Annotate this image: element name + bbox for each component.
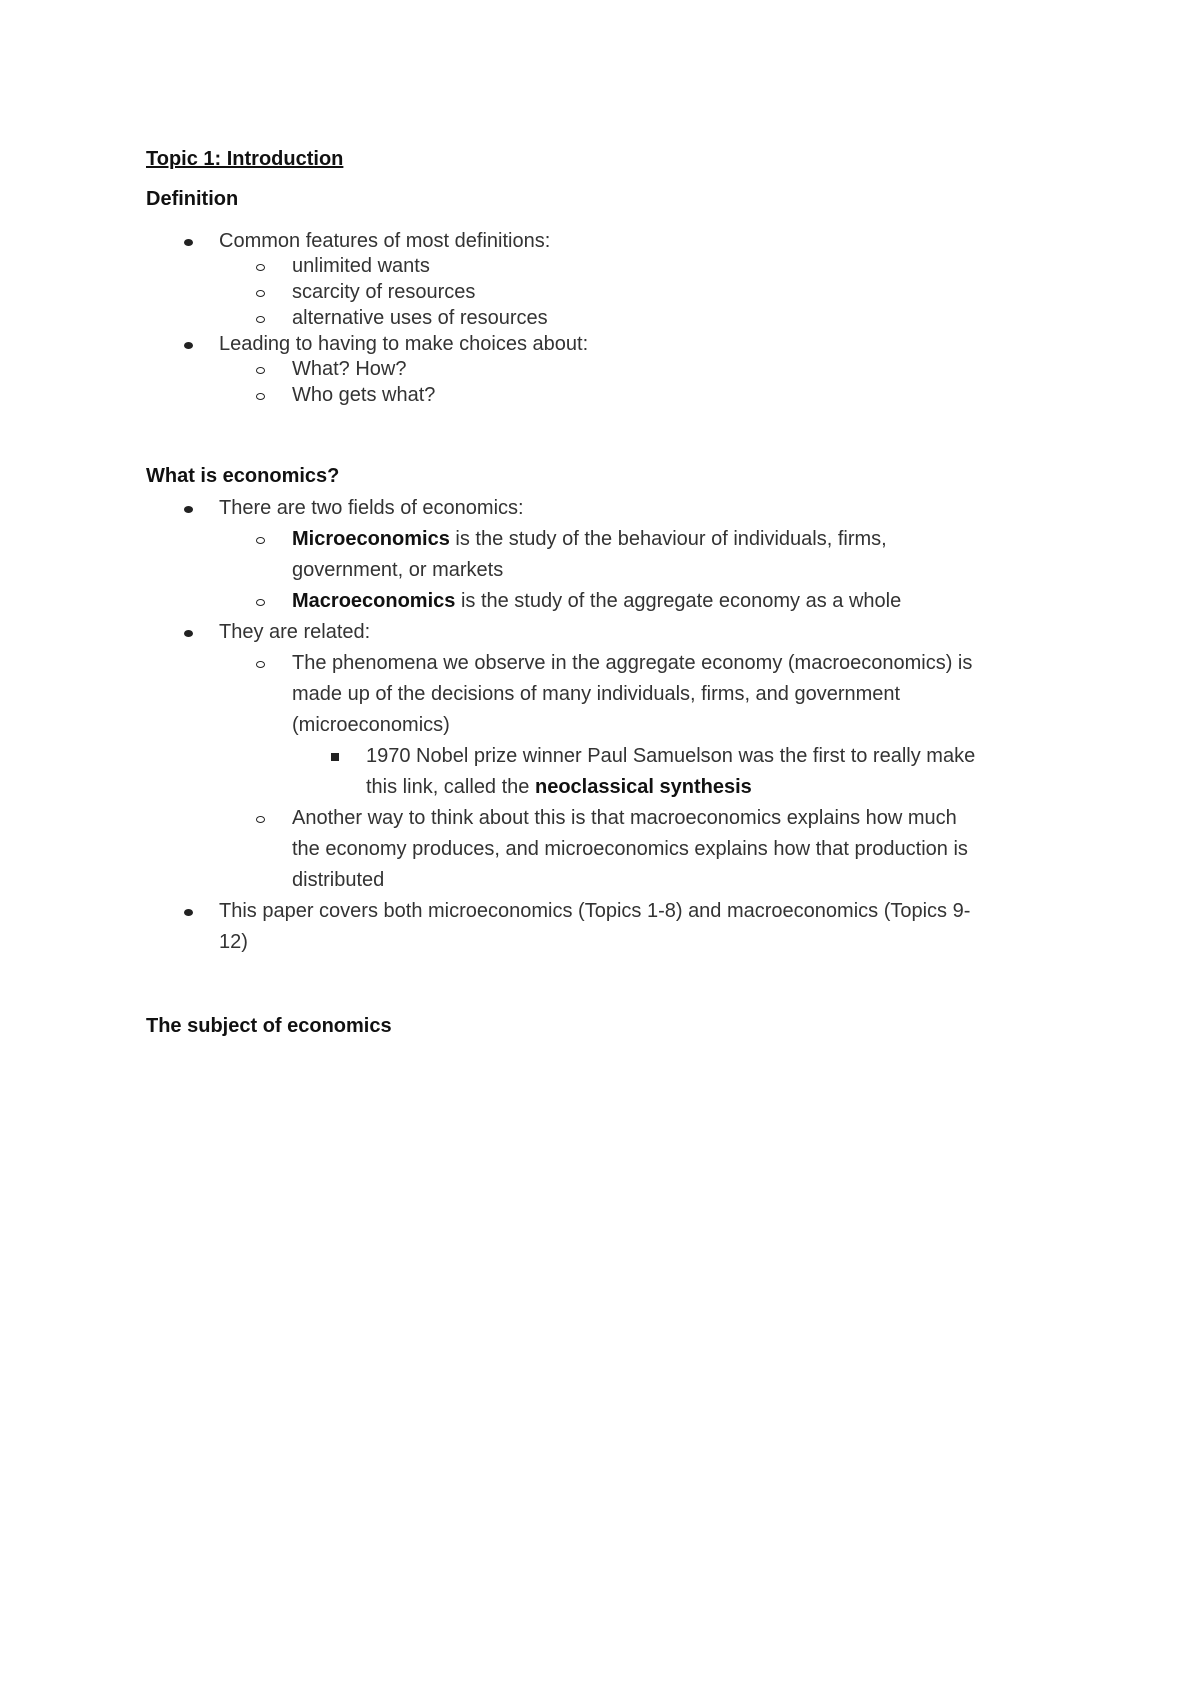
hollow-bullet-icon <box>256 290 265 297</box>
hollow-bullet-icon <box>256 537 265 544</box>
section-heading-what-is-economics: What is economics? <box>146 465 340 487</box>
term-microeconomics: Microeconomics <box>292 528 450 550</box>
hollow-bullet-icon <box>256 661 265 668</box>
term-macroeconomics: Macroeconomics <box>292 590 456 612</box>
list-item: Leading to having to make choices about: <box>219 333 589 355</box>
list-item-continuation: 12) <box>219 931 248 953</box>
list-item-continuation: government, or markets <box>292 559 504 581</box>
bullet-icon <box>184 506 193 513</box>
hollow-bullet-icon <box>256 599 265 606</box>
hollow-bullet-icon <box>256 816 265 823</box>
list-item: 1970 Nobel prize winner Paul Samuelson was the first to really make <box>366 745 976 767</box>
list-item-continuation: (microeconomics) <box>292 714 450 736</box>
list-item: The phenomena we observe in the aggregate economy (macroeconomics) is <box>292 652 973 674</box>
list-item-continuation: this link, called the neoclassical synthesis <box>366 776 752 798</box>
list-item: Another way to think about this is that macroeconomics explains how much <box>292 807 957 829</box>
hollow-bullet-icon <box>256 264 265 271</box>
list-item: Macroeconomics is the study of the aggregate economy as a whole <box>292 590 902 612</box>
list-item: Microeconomics is the study of the behaviour of individuals, firms, <box>292 528 887 550</box>
list-item-continuation: made up of the decisions of many individuals, firms, and government <box>292 683 901 705</box>
hollow-bullet-icon <box>256 367 265 374</box>
list-item: alternative uses of resources <box>292 307 548 329</box>
bullet-icon <box>184 239 193 246</box>
list-item-continuation: the economy produces, and microeconomics explains how that production is <box>292 838 968 860</box>
term-neoclassical-synthesis: neoclassical synthesis <box>534 776 752 798</box>
bullet-icon <box>184 630 193 637</box>
bullet-icon <box>184 342 193 349</box>
page-title: Topic 1: Introduction <box>146 148 344 170</box>
list-item: Who gets what? <box>292 384 436 406</box>
list-item: What? How? <box>292 358 407 380</box>
hollow-bullet-icon <box>256 316 265 323</box>
square-bullet-icon <box>331 753 339 761</box>
section-heading-definition: Definition <box>146 188 239 210</box>
list-item: This paper covers both microeconomics (Topics 1-8) and macroeconomics (Topics 9- <box>219 900 971 922</box>
bullet-icon <box>184 909 193 916</box>
list-item: There are two fields of economics: <box>219 497 524 519</box>
hollow-bullet-icon <box>256 393 265 400</box>
list-item: They are related: <box>219 621 371 643</box>
list-item: scarcity of resources <box>292 281 476 303</box>
list-item-continuation: distributed <box>292 869 385 891</box>
list-item: unlimited wants <box>292 255 430 277</box>
list-item: Common features of most definitions: <box>219 230 551 252</box>
section-heading-subject-of-economics: The subject of economics <box>146 1015 392 1037</box>
